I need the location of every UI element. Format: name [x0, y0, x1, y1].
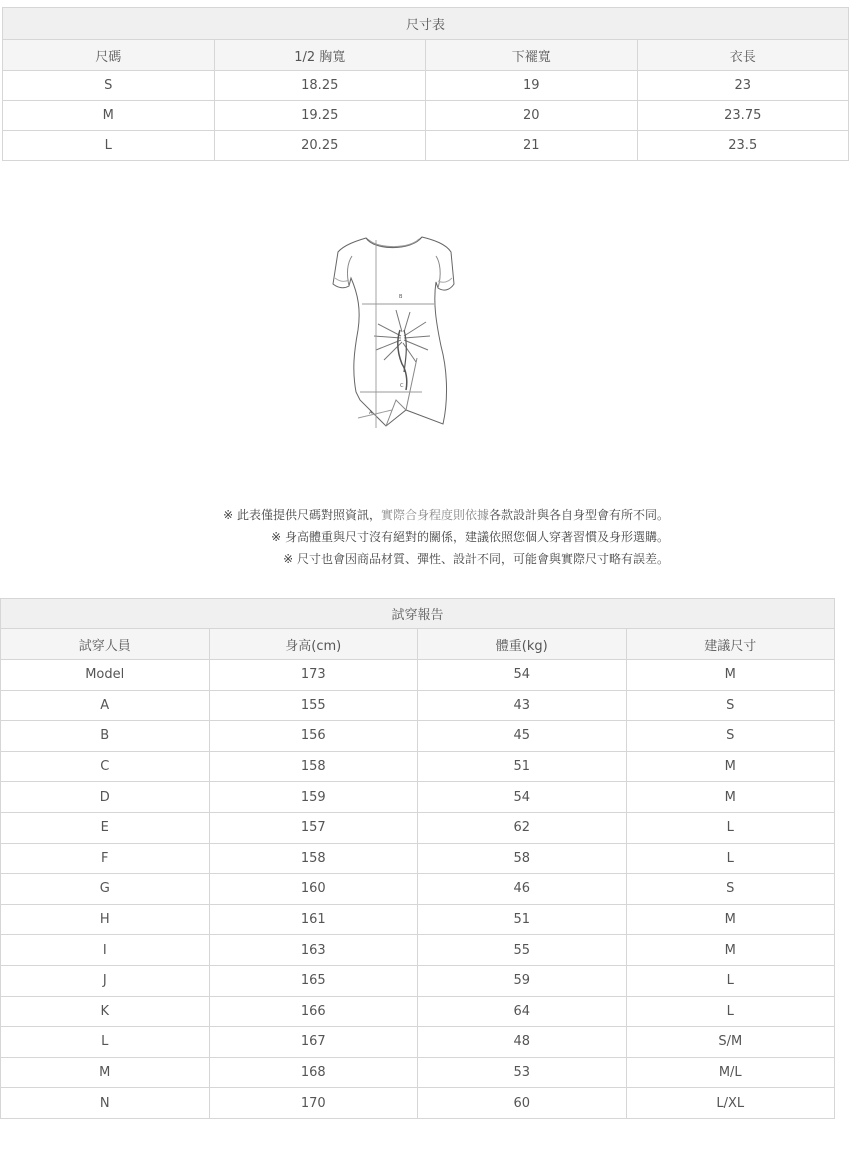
- table-row: [1, 751, 835, 782]
- tester-cell: L: [1, 1027, 210, 1058]
- length-cell: 23.75: [637, 101, 849, 131]
- fit-report-header-suggested-size: 建議尺寸: [626, 629, 835, 660]
- note-line-1-part-3: 各款設計與各自身型會有所不同。: [488, 508, 669, 522]
- weight-cell: 64: [418, 996, 627, 1027]
- length-cell: 23: [637, 71, 849, 101]
- tester-cell: Model: [1, 660, 210, 691]
- measurement-label-a: A: [369, 410, 373, 416]
- weight-cell: 55: [418, 935, 627, 966]
- tester-cell: E: [1, 812, 210, 843]
- height-cell: 170: [209, 1088, 418, 1119]
- size-chart-title: 尺寸表: [3, 8, 849, 40]
- weight-cell: 62: [418, 812, 627, 843]
- tester-cell: J: [1, 965, 210, 996]
- suggested-size-cell: L: [626, 843, 835, 874]
- fit-report-header-height: 身高(cm): [209, 629, 418, 660]
- weight-cell: 59: [418, 965, 627, 996]
- table-row: [1, 1057, 835, 1088]
- hem-width-cell: 19: [426, 71, 638, 101]
- height-cell: 158: [209, 751, 418, 782]
- height-cell: 160: [209, 874, 418, 905]
- weight-cell: 51: [418, 904, 627, 935]
- suggested-size-cell: S: [626, 874, 835, 905]
- suggested-size-cell: L: [626, 996, 835, 1027]
- size-chart-header-length: 衣長: [637, 40, 849, 71]
- weight-cell: 51: [418, 751, 627, 782]
- table-row: [1, 660, 835, 691]
- height-cell: 166: [209, 996, 418, 1027]
- size-chart-header-half-chest: 1/2 胸寬: [214, 40, 426, 71]
- table-row: [1, 690, 835, 721]
- weight-cell: 54: [418, 660, 627, 691]
- fit-report-table: [0, 598, 835, 1119]
- half-chest-cell: 19.25: [214, 101, 426, 131]
- weight-cell: 58: [418, 843, 627, 874]
- height-cell: 161: [209, 904, 418, 935]
- height-cell: 163: [209, 935, 418, 966]
- hem-width-cell: 21: [426, 131, 638, 161]
- tester-cell: D: [1, 782, 210, 813]
- table-row: [3, 131, 849, 161]
- table-row: [1, 812, 835, 843]
- weight-cell: 53: [418, 1057, 627, 1088]
- tester-cell: F: [1, 843, 210, 874]
- table-row: [1, 904, 835, 935]
- weight-cell: 60: [418, 1088, 627, 1119]
- tester-cell: G: [1, 874, 210, 905]
- tester-cell: N: [1, 1088, 210, 1119]
- size-chart-header-row: [3, 40, 849, 71]
- height-cell: 156: [209, 721, 418, 752]
- suggested-size-cell: L: [626, 812, 835, 843]
- suggested-size-cell: M: [626, 904, 835, 935]
- half-chest-cell: 20.25: [214, 131, 426, 161]
- suggested-size-cell: S: [626, 690, 835, 721]
- suggested-size-cell: M: [626, 751, 835, 782]
- table-row: [1, 721, 835, 752]
- tshirt-sketch-icon: [330, 232, 458, 428]
- table-row: [3, 101, 849, 131]
- height-cell: 159: [209, 782, 418, 813]
- table-row: [1, 965, 835, 996]
- suggested-size-cell: M: [626, 935, 835, 966]
- table-row: [1, 996, 835, 1027]
- size-cell: M: [3, 101, 215, 131]
- table-row: [3, 71, 849, 101]
- height-cell: 173: [209, 660, 418, 691]
- height-cell: 165: [209, 965, 418, 996]
- weight-cell: 45: [418, 721, 627, 752]
- note-line-3: ※ 尺寸也會因商品材質、彈性、設計不同，可能會與實際尺寸略有誤差。: [283, 552, 669, 566]
- size-cell: S: [3, 71, 215, 101]
- tester-cell: H: [1, 904, 210, 935]
- tester-cell: B: [1, 721, 210, 752]
- weight-cell: 43: [418, 690, 627, 721]
- half-chest-cell: 18.25: [214, 71, 426, 101]
- size-cell: L: [3, 131, 215, 161]
- size-chart-table: [2, 7, 849, 161]
- fit-report-header-weight: 體重(kg): [418, 629, 627, 660]
- size-chart-header-size: 尺碼: [3, 40, 215, 71]
- suggested-size-cell: M/L: [626, 1057, 835, 1088]
- table-row: [1, 874, 835, 905]
- measurement-label-c: C: [400, 383, 404, 389]
- weight-cell: 46: [418, 874, 627, 905]
- table-row: [1, 1088, 835, 1119]
- suggested-size-cell: L/XL: [626, 1088, 835, 1119]
- fit-report-title: 試穿報告: [1, 599, 835, 629]
- weight-cell: 54: [418, 782, 627, 813]
- table-row: [1, 1027, 835, 1058]
- table-row: [1, 935, 835, 966]
- hem-width-cell: 20: [426, 101, 638, 131]
- table-row: [1, 782, 835, 813]
- suggested-size-cell: M: [626, 782, 835, 813]
- height-cell: 155: [209, 690, 418, 721]
- tester-cell: K: [1, 996, 210, 1027]
- tester-cell: I: [1, 935, 210, 966]
- size-chart-header-hem-width: 下襬寬: [426, 40, 638, 71]
- tester-cell: M: [1, 1057, 210, 1088]
- height-cell: 168: [209, 1057, 418, 1088]
- garment-measurement-diagram: [330, 232, 458, 428]
- suggested-size-cell: S/M: [626, 1027, 835, 1058]
- height-cell: 167: [209, 1027, 418, 1058]
- height-cell: 157: [209, 812, 418, 843]
- fit-report-header-tester: 試穿人員: [1, 629, 210, 660]
- length-cell: 23.5: [637, 131, 849, 161]
- note-line-1: [223, 506, 669, 524]
- weight-cell: 48: [418, 1027, 627, 1058]
- suggested-size-cell: M: [626, 660, 835, 691]
- suggested-size-cell: S: [626, 721, 835, 752]
- measurement-label-b: B: [399, 294, 403, 300]
- tester-cell: A: [1, 690, 210, 721]
- note-line-1-part-2: 實際合身程度則依據: [380, 508, 489, 522]
- note-line-2: ※ 身高體重與尺寸沒有絕對的關係，建議依照您個人穿著習慣及身形選購。: [271, 530, 669, 544]
- suggested-size-cell: L: [626, 965, 835, 996]
- note-line-1-part-1: ※ 此表僅提供尺碼對照資訊，: [223, 508, 381, 522]
- tester-cell: C: [1, 751, 210, 782]
- table-row: [1, 843, 835, 874]
- height-cell: 158: [209, 843, 418, 874]
- fit-report-header-row: [1, 629, 835, 660]
